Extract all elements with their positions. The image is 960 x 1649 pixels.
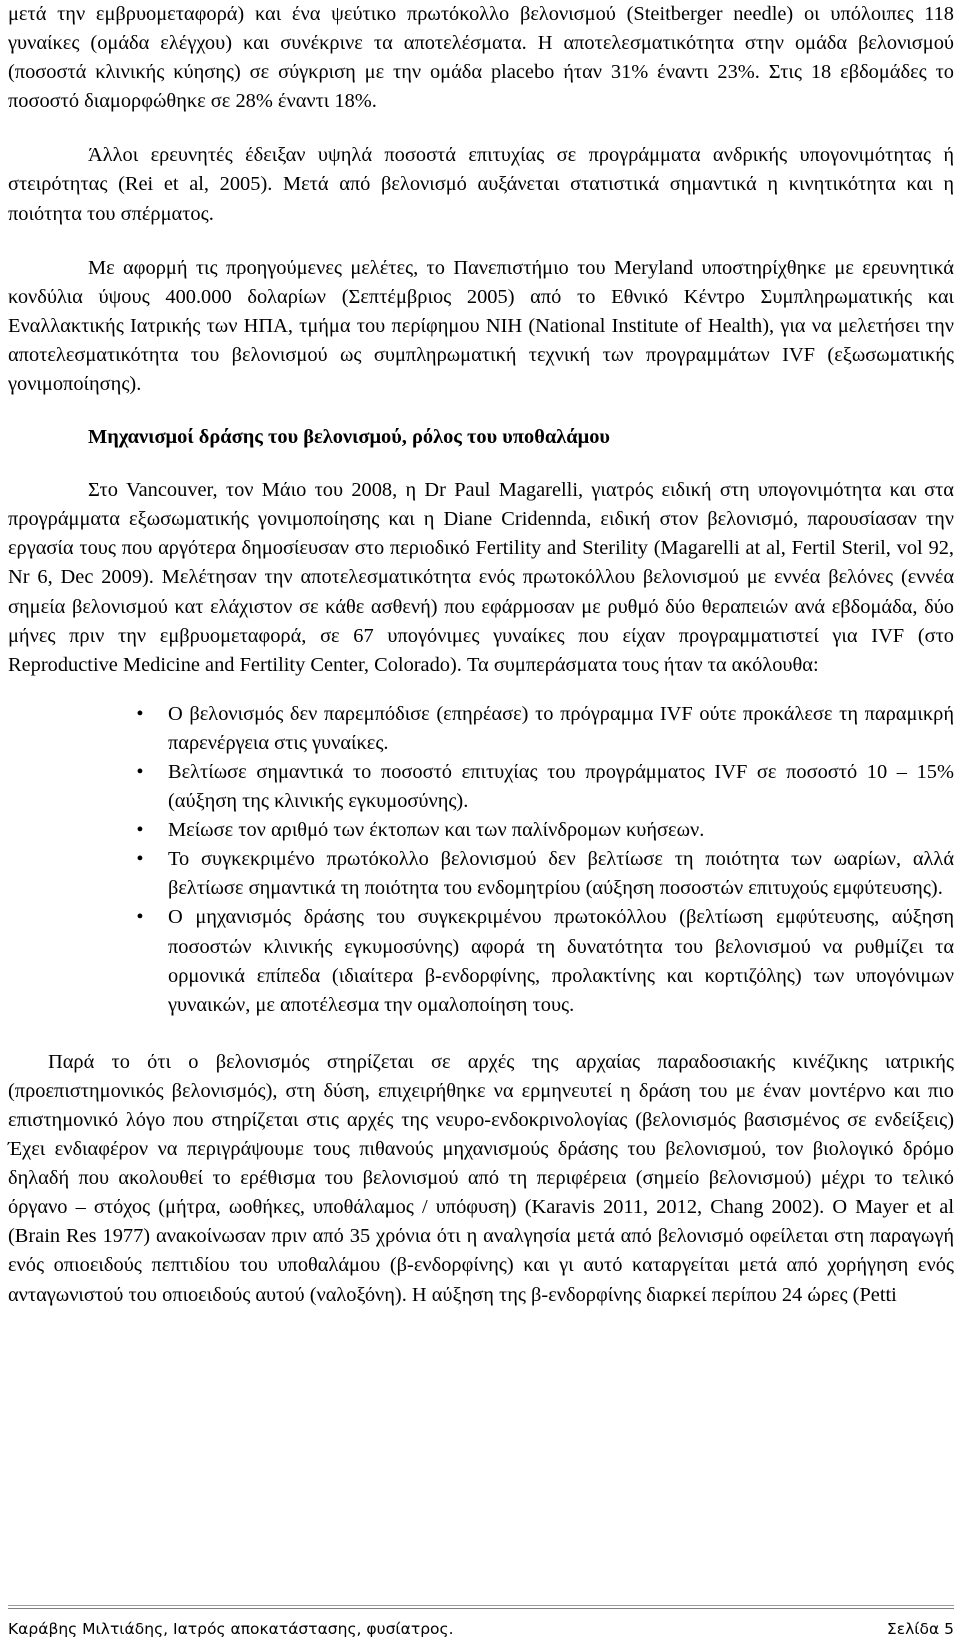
paragraph-vancouver-study: Στο Vancouver, τον Μάιο του 2008, η Dr Paul Magarelli, γιατρός ειδική στη υπογονιμότητα και στα προγράμματα εξωσωματικής γονιμοποίησης και η Diane Cridennda, ειδική στον βελονισμό, παρουσίασαν την εργασία τους που αργότερα δημοσίευσαν στο περιοδικό Fertility and Sterility (Magarelli at al, Fertil Steril, vol 92, Nr 6, Dec 2009). Μελέτησαν την αποτελεσματικότητα ενός πρωτοκόλλου βελονισμού με εννέα βελόνες (εννέα σημεία βελονισμού κατ ελάχιστον σε κάθε ασθενή) που εφάρμοσαν με ρυθμό δύο θεραπειών ανά εβδομάδα, δύο μήνες πριν την εμβρυομεταφορά, σε 67 υπογόνιμες γυναίκες που είχαν προγραμματιστεί για IVF (στο Reproductive Medicine and Fertility Center, Colorado). Τα συμπεράσματα τους ήταν τα ακόλουθα: <box>8 479 954 676</box>
bullet-icon: • <box>136 819 144 842</box>
list-item: • Ο μηχανισμός δράσης του συγκεκριμένου πρωτοκόλλου (βελτίωση εμφύτευσης, αύξηση ποσοστών κλινικής εγκυμοσύνης) αφορά τη δυνατότητα του βελονισμού να ρυθμίζει τα ορμονικά επίπεδα (ιδιαίτερα β-ενδορφίνης, προλακτίνης και κορτιζόλης) των υπογόνιμων γυναικών, με αποτέλεσμα την ομαλοποίηση τους. <box>168 903 954 1019</box>
page-number: Σελίδα 5 <box>886 1620 954 1638</box>
conclusions-list <box>8 700 954 1020</box>
page-footer <box>8 1608 954 1640</box>
paragraph-meryland-funding: Με αφορμή τις προηγούμενες μελέτες, το Πανεπιστήμιο του Meryland υποστηρίχθηκε με ερευνητικά κονδύλια ύψους 400.000 δολαρίων (Σεπτέμβριος 2005) από το Εθνικό Κέντρο Συμπληρωματικής και Εναλλακτικής Ιατρικής των ΗΠΑ, τμήμα του περίφημου NIH (National Institute of Health), για να μελετήσει την αποτελεσματικότητα του βελονισμού ως συμπληρωματική τεχνική των προγραμμάτων IVF (εξωσωματικής γονιμοποίησης). <box>8 256 954 396</box>
bullet-icon: • <box>136 760 144 783</box>
document-page <box>8 0 954 1310</box>
list-item: • Μείωσε τον αριθμό των έκτοπων και των παλίνδρομων κυήσεων. <box>168 816 954 845</box>
paragraph-mechanisms: Παρά το ότι ο βελονισμός στηρίζεται σε αρχές της αρχαίας παραδοσιακής κινέζικης ιατρικής (προεπιστημονικός βελονισμός), στη δύση, επιχειρήθηκε να ερμηνευτεί η δράση του με έναν μοντέρνο και πιο επιστημονικό λόγο που στηρίζεται στις αρχές της νευρο-ενδοκρινολογίας (βελονισμός βασισμένος σε ενδείξεις) Έχει ενδιαφέρον να περιγράψουμε τους πιθανούς μηχανισμούς δράσης του βελονισμού, τον βιολογικό δρόμο δηλαδή που ακολουθεί το ερέθισμα του βελονισμού από τη περιφέρεια (σημείο βελονισμού) μέχρι το τελικό όργανο – στόχος (μήτρα, ωοθήκες, υποθάλαμος / υπόφυση) (Karavis 2011, 2012, Chang 2002). Ο Mayer et al (Brain Res 1977) ανακοίνωσαν πριν από 35 χρόνια ότι η αναλγησία μετά από βελονισμό οφείλεται στη παραγωγή ενός οπιοειδούς πεπτιδίου του υποθαλάμου (β-ενδορφίνης) και γι αυτό καταργείται μετά από χορήγηση ενός ανταγωνιστού του οπιοειδούς αυτού (ναλοξόνη). Η αύξηση της β-ενδορφίνης διαρκεί περίπου 24 ώρες (Petti <box>8 1050 954 1306</box>
section-heading: Μηχανισμοί δράσης του βελονισμού, ρόλος του υποθαλάμου <box>88 426 610 449</box>
bullet-icon: • <box>136 906 144 929</box>
footer-divider <box>8 1605 954 1606</box>
paragraph-ivf-results: μετά την εμβρυομεταφορά) και ένα ψεύτικο πρωτόκολλο βελονισμού (Steitberger needle) οι υπόλοιπες 118 γυναίκες (ομάδα ελέγχου) και συνέκρινε τα αποτελέσματα. Η αποτελεσματικότητα στην ομάδα βελονισμού (ποσοστά κλινικής κύησης) σε σύγκριση με την ομάδα placebo ήταν 31% έναντι 23%. Στις 18 εβδομάδες το ποσοστό διαμορφώθηκε σε 28% έναντι 18%. <box>8 3 954 113</box>
paragraph-male-infertility: Άλλοι ερευνητές έδειξαν υψηλά ποσοστά επιτυχίας σε προγράμματα ανδρικής υπογονιμότητας ή στειρότητας (Rei et al, 2005). Μετά από βελονισμό αυξάνεται στατιστικά σημαντικά η κινητικότητα και η ποιότητα του σπέρματος. <box>8 144 954 225</box>
bullet-icon: • <box>136 848 144 871</box>
list-item: • Βελτίωσε σημαντικά το ποσοστό επιτυχίας του προγράμματος IVF σε ποσοστό 10 – 15% (αύξηση της κλινικής εγκυμοσύνης). <box>168 758 954 816</box>
footer-author: Καράβης Μιλτιάδης, Ιατρός αποκατάστασης, φυσίατρος. <box>8 1620 454 1638</box>
list-item: • Ο βελονισμός δεν παρεμπόδισε (επηρέασε) το πρόγραμμα IVF ούτε προκάλεσε τη παραμικρή παρενέργεια στις γυναίκες. <box>168 700 954 758</box>
bullet-icon: • <box>136 702 144 725</box>
list-item: • Το συγκεκριμένο πρωτόκολλο βελονισμού δεν βελτίωσε τη ποιότητα των ωαρίων, αλλά βελτίωσε σημαντικά τη ποιότητα του ενδομητρίου (αύξηση ποσοστών επιτυχούς εμφύτευσης). <box>168 845 954 903</box>
